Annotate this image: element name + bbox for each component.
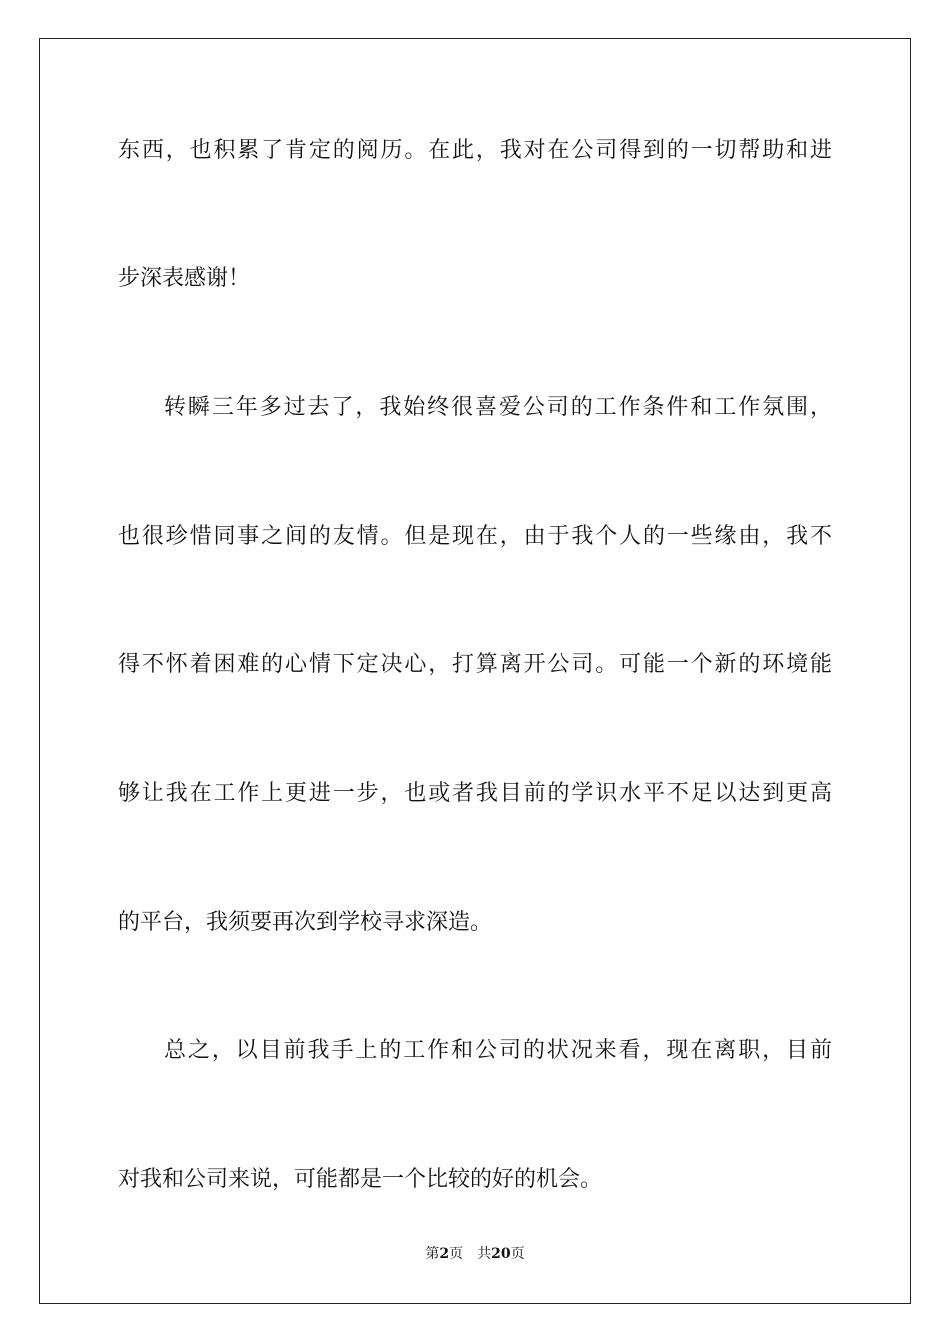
page-footer xyxy=(0,1244,950,1264)
page-suffix: 页 xyxy=(449,1246,464,1262)
body-text-line: 对我和公司来说，可能都是一个比较的好的机会。 xyxy=(118,1167,603,1192)
body-text-line: 转瞬三年多过去了，我始终很喜爱公司的工作条件和工作氛围， xyxy=(164,395,832,420)
body-text-line: 也很珍惜同事之间的友情。但是现在，由于我个人的一些缘由，我不 xyxy=(118,524,832,549)
body-text-line: 得不怀着困难的心情下定决心，打算离开公司。可能一个新的环境能 xyxy=(118,652,832,677)
body-text-line: 总之，以目前我手上的工作和公司的状况来看，现在离职，目前 xyxy=(164,1038,832,1063)
total-suffix: 页 xyxy=(510,1246,525,1262)
page-prefix: 第 xyxy=(425,1246,440,1262)
total-pages: 20 xyxy=(491,1246,511,1262)
body-text-line: 够让我在工作上更进一步，也或者我目前的学识水平不足以达到更高 xyxy=(118,781,832,806)
body-text-line: 的平台，我须要再次到学校寻求深造。 xyxy=(118,910,493,935)
body-text-line: 东西，也积累了肯定的阅历。在此，我对在公司得到的一切帮助和进 xyxy=(118,138,832,163)
body-text-line: 步深表感谢！ xyxy=(118,266,251,291)
page-number: 2 xyxy=(439,1246,450,1262)
total-prefix: 共 xyxy=(477,1246,492,1262)
